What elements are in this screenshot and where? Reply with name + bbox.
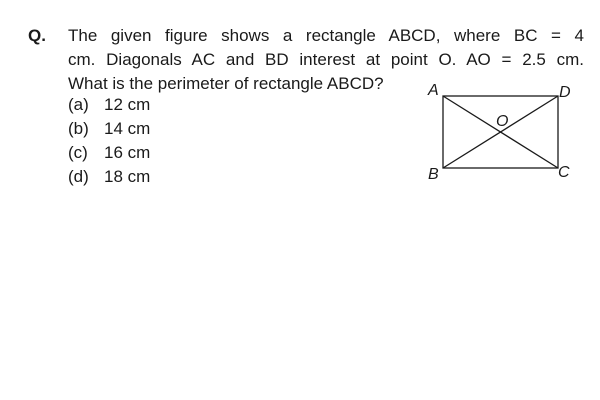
vertex-label-c: C <box>558 164 570 181</box>
vertex-label-d: D <box>559 84 571 101</box>
option-text: 12 cm <box>104 95 151 114</box>
option-b[interactable] <box>68 117 150 141</box>
option-letter: (d) <box>68 167 89 186</box>
option-c[interactable] <box>68 141 150 165</box>
vertex-label-a: A <box>428 82 439 99</box>
option-text: 18 cm <box>104 167 151 186</box>
option-text: 16 cm <box>104 143 151 162</box>
option-letter: (a) <box>68 95 89 114</box>
question-line-2: cm. Diagonals AC and BD interest at point O. AO = 2.5 cm. <box>68 50 584 69</box>
option-letter: (c) <box>68 143 88 162</box>
answer-options <box>68 93 150 189</box>
option-a[interactable] <box>68 93 150 117</box>
question-label: Q. <box>28 26 46 45</box>
rectangle-figure <box>420 78 590 188</box>
question-line-3: What is the perimeter of rectangle ABCD? <box>68 74 384 93</box>
question-line-1: The given figure shows a rectangle ABCD, where BC = 4 <box>68 26 584 45</box>
option-letter: (b) <box>68 119 89 138</box>
center-label-o: O <box>496 113 509 130</box>
vertex-label-b: B <box>428 166 439 183</box>
option-text: 14 cm <box>104 119 151 138</box>
option-d[interactable] <box>68 165 150 189</box>
